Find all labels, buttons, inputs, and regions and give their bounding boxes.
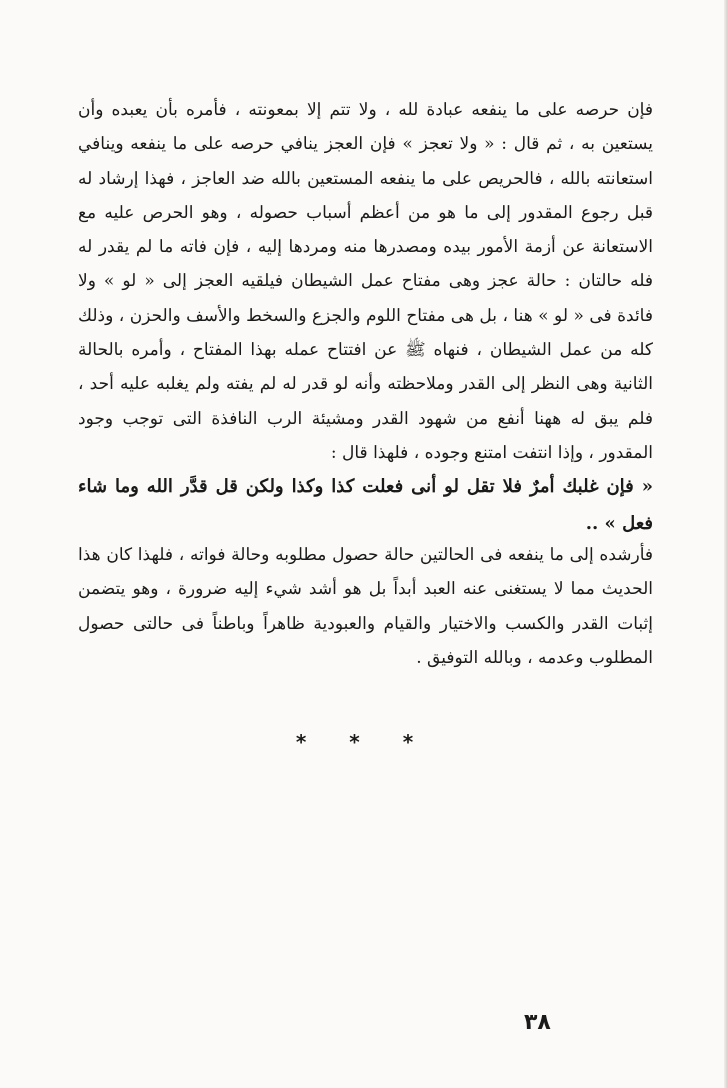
page-number: ٣٨ xyxy=(524,1010,551,1035)
paragraph-1: فإن حرصه على ما ينفعه عبادة لله ، ولا تتم إلا بمعونته ، فأمره بأن يعبده وأن يستعين به ، ثم قال : « ولا تعجز » فإن العجز ينافي حرصه على ما ينفعه وينافي استعانته بالله ، فالحريص على ما ينفعه المستعين بالله ضد العاجز ، فهذا إرشاد له قبل رجوع المقدور إلى ما هو من أعظم أسباب حصوله ، وهو الحرص عليه مع الاستعانة عن أزمة الأمور بيده ومصدرها منه ومردها إليه ، فإن فاته ما لم يقدر له فله حالتان : حالة عجز وهى مفتاح عمل الشيطان فيلقيه العجز إلى « لو » ولا فائدة فى « لو » هنا ، بل هى مفتاح اللوم والجزع والسخط والأسف والحزن ، وذلك كله من عمل الشيطان ، فنهاه ﷺ عن افتتاح عمله بهذا المفتاح ، وأمره بالحالة الثانية وهى النظر إلى القدر وملاحظته وأنه لو قدر له لم يفته ولم يغلبه عليه أحد ، فلم يبق له ههنا أنفع من شهود القدر ومشيئة الرب النافذة التى توجب وجود المقدور ، وإذا انتفت امتنع وجوده ، فلهذا قال : xyxy=(78,100,653,463)
hadith-quote: « فإن غلبك أمرٌ فلا تقل لو أنى فعلت كذا وكذا ولكن قل قدَّر الله وما شاء فعل » .. xyxy=(78,476,653,534)
paragraph-2: فأرشده إلى ما ينفعه فى الحالتين حالة حصول مطلوبه وحالة فواته ، فلهذا كان هذا الحديث مما لا يستغنى عنه العبد أبداً بل هو أشد شيء إليه ضرورة ، وهو يتضمن إثبات القدر والكسب والاختيار والقيام والعبودية ظاهراً وباطناً فى حالتى حصول المطلوب وعدمه ، وبالله التوفيق . xyxy=(78,545,653,668)
section-ornament: * * * xyxy=(295,730,432,754)
